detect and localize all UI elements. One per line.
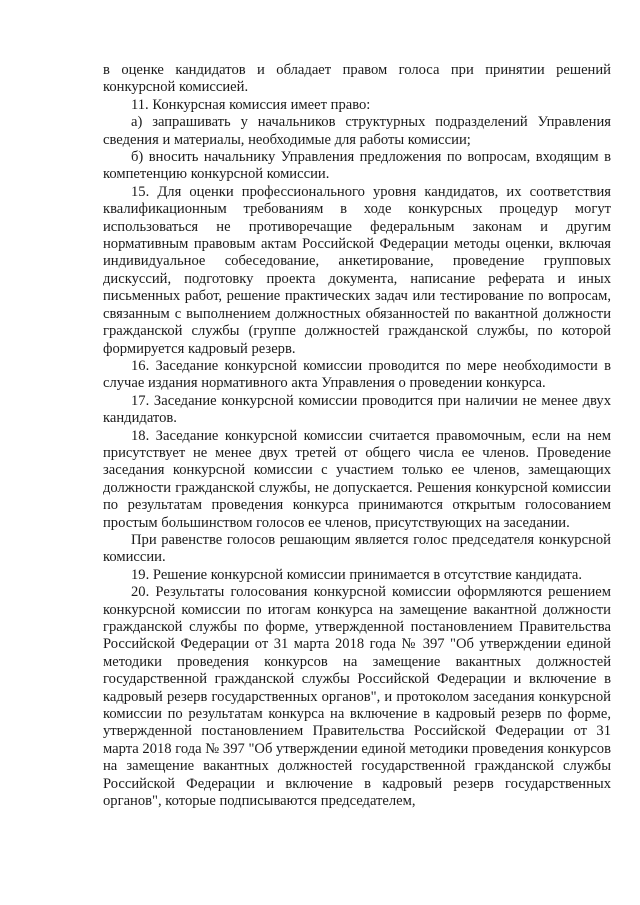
paragraph-item-20: 20. Результаты голосования конкурсной комиссии оформляются решением конкурсной комиссии по итогам конкурса на замещение вакантной должности гражданской службы по форме, утвержденной постановлением Правительства Российской Федерации от 31 марта 2018 года № 397 "Об утверждении единой методики проведения конкурсов на замещение вакантных должностей государственной гражданской службы Российской Федерации и включение в кадровый резерв государственных органов", и протоколом заседания конкурсной комиссии по результатам конкурса на включение в кадровый резерв по форме, утвержденной постановлением Правительства Российской Федерации от 31 марта 2018 года № 397 "Об утверждении единой методики проведения конкурсов на замещение вакантных должностей государственной гражданской службы Российской Федерации и включение в кадровый резерв государственных органов", которые подписываются председателем,	[103, 584, 611, 810]
paragraph-item-16: 16. Заседание конкурсной комиссии проводится по мере необходимости в случае издания нормативного акта Управления о проведении конкурса.	[103, 357, 611, 392]
paragraph-tie-vote: При равенстве голосов решающим является голос председателя конкурсной комиссии.	[103, 531, 611, 566]
paragraph-item-17: 17. Заседание конкурсной комиссии проводится при наличии не менее двух кандидатов.	[103, 392, 611, 427]
paragraph-item-11: 11. Конкурсная комиссия имеет право:	[131, 96, 371, 113]
paragraph-item-18: 18. Заседание конкурсной комиссии считается правомочным, если на нем присутствует не менее двух третей от общего числа ее членов. Проведение заседания конкурсной комиссии с участием только ее членов, замещающих должности гражданской службы, не допускается. Решения конкурсной комиссии по результатам проведения конкурса принимаются открытым голосованием простым большинством голосов ее членов, присутствующих на заседании.	[103, 427, 611, 531]
paragraph-item-15: 15. Для оценки профессионального уровня кандидатов, их соответствия квалификационным требованиям в ходе конкурсных процедур могут использоваться не противоречащие федеральным законам и другим нормативным правовым актам Российской Федерации методы оценки, включая индивидуальное собеседование, анкетирование, проведение групповых дискуссий, подготовку проекта документа, написание реферата и иных письменных работ, решение практических задач или тестирование по вопросам, связанным с выполнением должностных обязанностей по вакантной должности гражданской службы (группе должностей гражданской службы, по которой формируется кадровый резерв.	[103, 183, 611, 357]
paragraph-continuation: в оценке кандидатов и обладает правом голоса при принятии решений конкурсной комиссией.	[103, 62, 611, 96]
document-body	[103, 62, 611, 810]
paragraph-item-19: 19. Решение конкурсной комиссии принимается в отсутствие кандидата.	[131, 566, 583, 583]
paragraph-item-11b: б) вносить начальнику Управления предложения по вопросам, входящим в компетенцию конкурсной комиссии.	[103, 149, 611, 183]
paragraph-item-11a: а) запрашивать у начальников структурных подразделений Управления сведения и материалы, необходимые для работы комиссии;	[103, 114, 611, 148]
